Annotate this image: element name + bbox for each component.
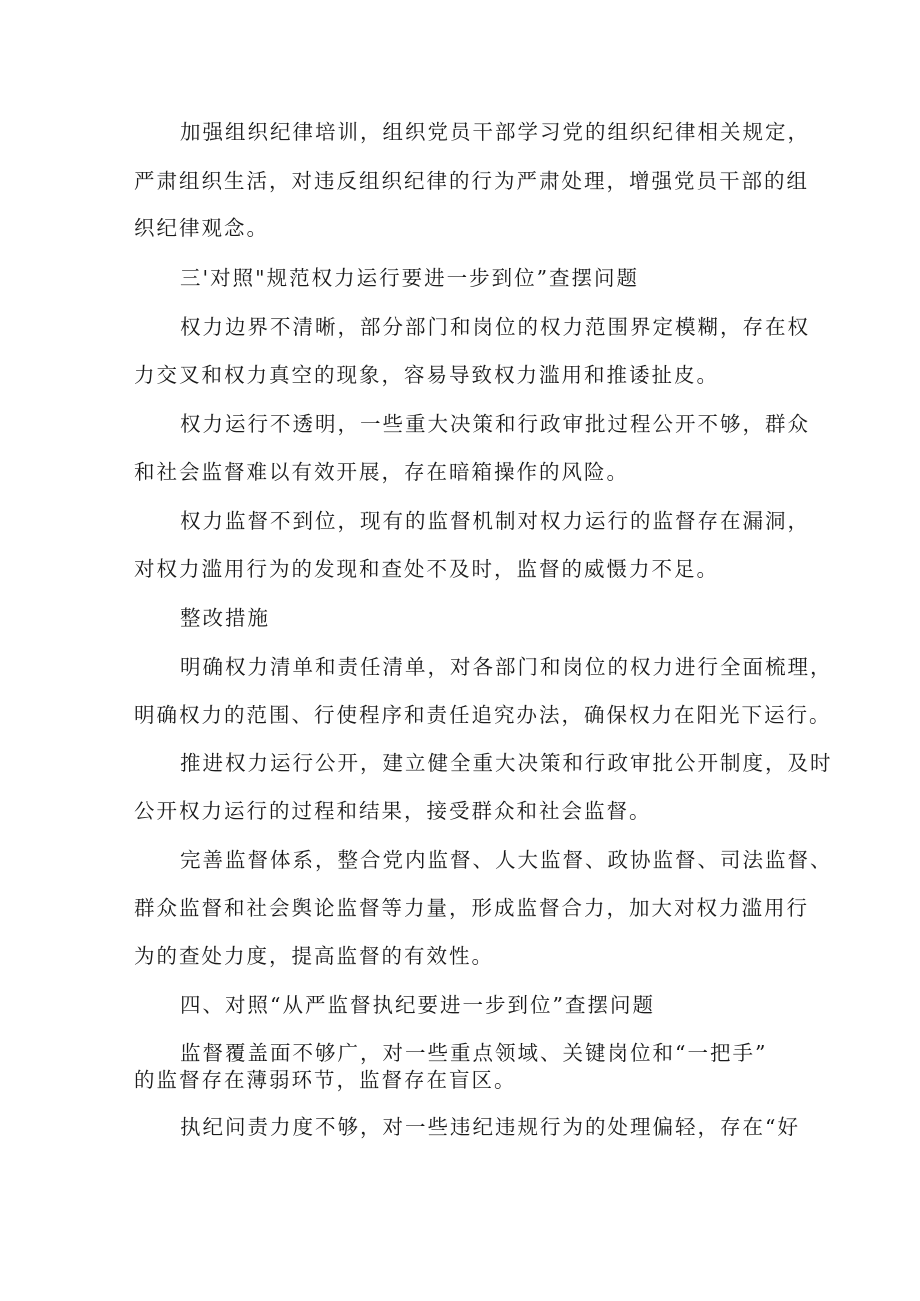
paragraph-line: 权力运行不透明，一些重大决策和行政审批过程公开不够，群众 [180, 412, 810, 436]
section-heading: 四、对照“从严监督执纪要进一步到位”查摆问题 [180, 993, 655, 1017]
paragraph-line: 权力边界不清晰，部分部门和岗位的权力范围界定模糊，存在权 [180, 315, 810, 339]
paragraph-line: 群众监督和社会舆论监督等力量，形成监督合力，加大对权力滥用行 [134, 896, 809, 920]
subsection-heading: 整改措施 [180, 606, 270, 630]
section-heading: 三'对照"规范权力运行要进一步到位”查摆问题 [180, 266, 640, 290]
paragraph-line: 执纪问责力度不够，对一些违纪违规行为的处理偏轻，存在“好 [180, 1115, 800, 1139]
paragraph-line: 推进权力运行公开，建立健全重大决策和行政审批公开制度，及时 [180, 751, 833, 775]
paragraph-line: 严肃组织生活，对违反组织纪律的行为严肃处理，增强党员干部的组 [134, 169, 809, 193]
paragraph-line: 监督覆盖面不够广，对一些重点领域、关键岗位和“一把手” [180, 1041, 768, 1065]
paragraph-line: 的监督存在薄弱环节，监督存在盲区。 [134, 1068, 517, 1092]
paragraph-line: 明确权力清单和责任清单，对各部门和岗位的权力进行全面梳理， [180, 655, 833, 679]
paragraph-line: 为的查处力度，提高监督的有效性。 [134, 944, 494, 968]
paragraph-line: 加强组织纪律培训，组织党员干部学习党的组织纪律相关规定， [180, 120, 810, 144]
paragraph-line: 公开权力运行的过程和结果，接受群众和社会监督。 [134, 799, 652, 823]
paragraph-line: 明确权力的范围、行使程序和责任追究办法，确保权力在阳光下运行。 [134, 703, 832, 727]
paragraph-line: 完善监督体系，整合党内监督、人大监督、政协监督、司法监督、 [180, 848, 833, 872]
paragraph-line: 对权力滥用行为的发现和查处不及时，监督的威慑力不足。 [134, 557, 719, 581]
paragraph-line: 和社会监督难以有效开展，存在暗箱操作的风险。 [134, 460, 629, 484]
paragraph-line: 权力监督不到位，现有的监督机制对权力运行的监督存在漏洞， [180, 509, 810, 533]
paragraph-line: 力交叉和权力真空的现象，容易导致权力滥用和推诿扯皮。 [134, 363, 719, 387]
paragraph-line: 织纪律观念。 [134, 216, 269, 240]
